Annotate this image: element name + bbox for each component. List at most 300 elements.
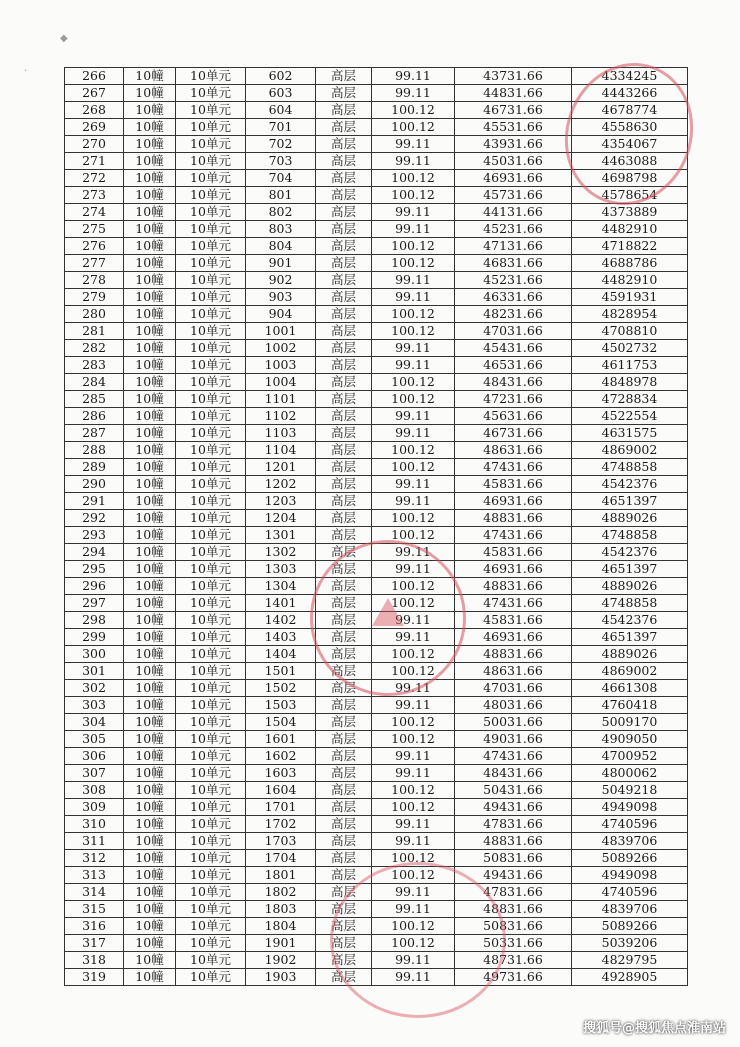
cell-row-number: 313 — [65, 867, 124, 884]
cell-total-price: 4700952 — [572, 748, 688, 765]
cell-row-number: 291 — [65, 493, 124, 510]
cell-room: 701 — [246, 119, 316, 136]
cell-floor-type: 高层 — [316, 391, 372, 408]
cell-unit-price: 48831.66 — [455, 833, 572, 850]
cell-building: 10幢 — [124, 85, 176, 102]
cell-area: 99.11 — [372, 612, 455, 629]
cell-floor-type: 高层 — [316, 697, 372, 714]
cell-room: 1601 — [246, 731, 316, 748]
cell-room: 1304 — [246, 578, 316, 595]
cell-unit-price: 45231.66 — [455, 272, 572, 289]
cell-area: 99.11 — [372, 85, 455, 102]
cell-building: 10幢 — [124, 935, 176, 952]
cell-building: 10幢 — [124, 238, 176, 255]
cell-building: 10幢 — [124, 153, 176, 170]
cell-floor-type: 高层 — [316, 459, 372, 476]
cell-row-number: 272 — [65, 170, 124, 187]
cell-floor-type: 高层 — [316, 85, 372, 102]
cell-floor-type: 高层 — [316, 493, 372, 510]
cell-row-number: 314 — [65, 884, 124, 901]
table-row — [65, 68, 688, 85]
cell-unit: 10单元 — [176, 357, 246, 374]
table-row — [65, 850, 688, 867]
table-row — [65, 799, 688, 816]
cell-unit: 10单元 — [176, 221, 246, 238]
cell-unit: 10单元 — [176, 374, 246, 391]
cell-building: 10幢 — [124, 170, 176, 187]
cell-row-number: 316 — [65, 918, 124, 935]
cell-unit-price: 48031.66 — [455, 697, 572, 714]
cell-unit: 10单元 — [176, 612, 246, 629]
cell-room: 804 — [246, 238, 316, 255]
cell-total-price: 4651397 — [572, 629, 688, 646]
cell-building: 10幢 — [124, 323, 176, 340]
cell-floor-type: 高层 — [316, 272, 372, 289]
cell-row-number: 286 — [65, 408, 124, 425]
cell-total-price: 4848978 — [572, 374, 688, 391]
cell-unit-price: 47431.66 — [455, 527, 572, 544]
cell-room: 801 — [246, 187, 316, 204]
cell-area: 100.12 — [372, 187, 455, 204]
table-row — [65, 867, 688, 884]
cell-total-price: 4839706 — [572, 833, 688, 850]
table-row — [65, 476, 688, 493]
cell-area: 99.11 — [372, 969, 455, 986]
cell-area: 100.12 — [372, 170, 455, 187]
cell-room: 1801 — [246, 867, 316, 884]
cell-building: 10幢 — [124, 289, 176, 306]
cell-floor-type: 高层 — [316, 918, 372, 935]
cell-unit: 10单元 — [176, 731, 246, 748]
cell-row-number: 317 — [65, 935, 124, 952]
cell-unit: 10单元 — [176, 340, 246, 357]
table-row — [65, 408, 688, 425]
cell-total-price: 4889026 — [572, 578, 688, 595]
cell-row-number: 280 — [65, 306, 124, 323]
scan-speck: ◆ — [60, 33, 68, 44]
cell-floor-type: 高层 — [316, 170, 372, 187]
cell-unit-price: 50831.66 — [455, 850, 572, 867]
cell-total-price: 5049218 — [572, 782, 688, 799]
cell-room: 1002 — [246, 340, 316, 357]
cell-row-number: 269 — [65, 119, 124, 136]
cell-building: 10幢 — [124, 527, 176, 544]
cell-floor-type: 高层 — [316, 544, 372, 561]
cell-unit-price: 47131.66 — [455, 238, 572, 255]
table-row — [65, 901, 688, 918]
table-row — [65, 221, 688, 238]
cell-row-number: 310 — [65, 816, 124, 833]
cell-total-price: 4928905 — [572, 969, 688, 986]
cell-room: 1803 — [246, 901, 316, 918]
cell-building: 10幢 — [124, 901, 176, 918]
cell-row-number: 296 — [65, 578, 124, 595]
cell-building: 10幢 — [124, 578, 176, 595]
cell-floor-type: 高层 — [316, 663, 372, 680]
cell-row-number: 303 — [65, 697, 124, 714]
table-row — [65, 663, 688, 680]
cell-area: 100.12 — [372, 714, 455, 731]
cell-total-price: 4889026 — [572, 646, 688, 663]
cell-building: 10幢 — [124, 629, 176, 646]
cell-total-price: 4542376 — [572, 476, 688, 493]
cell-room: 1303 — [246, 561, 316, 578]
cell-area: 100.12 — [372, 595, 455, 612]
cell-unit-price: 45831.66 — [455, 544, 572, 561]
cell-row-number: 282 — [65, 340, 124, 357]
cell-unit-price: 46931.66 — [455, 493, 572, 510]
cell-area: 99.11 — [372, 425, 455, 442]
cell-building: 10幢 — [124, 255, 176, 272]
cell-unit: 10单元 — [176, 935, 246, 952]
cell-unit-price: 50431.66 — [455, 782, 572, 799]
cell-row-number: 293 — [65, 527, 124, 544]
cell-area: 99.11 — [372, 901, 455, 918]
cell-row-number: 281 — [65, 323, 124, 340]
cell-room: 1403 — [246, 629, 316, 646]
cell-total-price: 4542376 — [572, 612, 688, 629]
cell-unit-price: 48431.66 — [455, 765, 572, 782]
cell-floor-type: 高层 — [316, 238, 372, 255]
cell-area: 99.11 — [372, 408, 455, 425]
cell-area: 99.11 — [372, 68, 455, 85]
cell-unit: 10单元 — [176, 102, 246, 119]
cell-room: 802 — [246, 204, 316, 221]
cell-room: 1402 — [246, 612, 316, 629]
cell-unit: 10单元 — [176, 238, 246, 255]
seal-star-icon — [372, 598, 404, 626]
cell-row-number: 289 — [65, 459, 124, 476]
cell-row-number: 308 — [65, 782, 124, 799]
cell-unit: 10单元 — [176, 391, 246, 408]
cell-building: 10幢 — [124, 408, 176, 425]
cell-unit: 10单元 — [176, 425, 246, 442]
cell-unit: 10单元 — [176, 816, 246, 833]
cell-unit: 10单元 — [176, 578, 246, 595]
table-row — [65, 289, 688, 306]
cell-total-price: 4828954 — [572, 306, 688, 323]
cell-total-price: 4651397 — [572, 493, 688, 510]
cell-unit-price: 49431.66 — [455, 867, 572, 884]
cell-building: 10幢 — [124, 595, 176, 612]
cell-floor-type: 高层 — [316, 340, 372, 357]
cell-room: 604 — [246, 102, 316, 119]
cell-floor-type: 高层 — [316, 374, 372, 391]
cell-total-price: 5039206 — [572, 935, 688, 952]
cell-unit-price: 45431.66 — [455, 340, 572, 357]
cell-total-price: 4698798 — [572, 170, 688, 187]
cell-area: 100.12 — [372, 323, 455, 340]
cell-building: 10幢 — [124, 952, 176, 969]
cell-row-number: 311 — [65, 833, 124, 850]
table-row — [65, 629, 688, 646]
price-table-body — [65, 68, 688, 986]
table-row — [65, 357, 688, 374]
cell-total-price: 4869002 — [572, 442, 688, 459]
scan-speck: · — [24, 66, 28, 77]
cell-unit: 10单元 — [176, 748, 246, 765]
cell-unit-price: 49731.66 — [455, 969, 572, 986]
cell-floor-type: 高层 — [316, 595, 372, 612]
cell-area: 100.12 — [372, 782, 455, 799]
cell-floor-type: 高层 — [316, 646, 372, 663]
cell-row-number: 295 — [65, 561, 124, 578]
cell-floor-type: 高层 — [316, 680, 372, 697]
cell-floor-type: 高层 — [316, 731, 372, 748]
cell-area: 100.12 — [372, 527, 455, 544]
cell-unit-price: 48631.66 — [455, 442, 572, 459]
cell-unit-price: 47431.66 — [455, 459, 572, 476]
cell-room: 1502 — [246, 680, 316, 697]
cell-area: 100.12 — [372, 646, 455, 663]
cell-unit: 10单元 — [176, 255, 246, 272]
cell-room: 1202 — [246, 476, 316, 493]
table-row — [65, 731, 688, 748]
cell-total-price: 4542376 — [572, 544, 688, 561]
cell-room: 1602 — [246, 748, 316, 765]
cell-unit-price: 48631.66 — [455, 663, 572, 680]
cell-area: 100.12 — [372, 867, 455, 884]
cell-building: 10幢 — [124, 374, 176, 391]
cell-building: 10幢 — [124, 816, 176, 833]
cell-unit: 10单元 — [176, 153, 246, 170]
cell-building: 10幢 — [124, 102, 176, 119]
cell-unit-price: 48231.66 — [455, 306, 572, 323]
table-row — [65, 748, 688, 765]
cell-row-number: 315 — [65, 901, 124, 918]
cell-room: 1504 — [246, 714, 316, 731]
cell-unit-price: 44131.66 — [455, 204, 572, 221]
cell-total-price: 4522554 — [572, 408, 688, 425]
cell-row-number: 307 — [65, 765, 124, 782]
cell-unit-price: 50031.66 — [455, 714, 572, 731]
cell-building: 10幢 — [124, 221, 176, 238]
cell-area: 100.12 — [372, 510, 455, 527]
cell-room: 803 — [246, 221, 316, 238]
cell-unit: 10单元 — [176, 442, 246, 459]
cell-row-number: 301 — [65, 663, 124, 680]
cell-unit: 10单元 — [176, 510, 246, 527]
cell-building: 10幢 — [124, 561, 176, 578]
cell-building: 10幢 — [124, 68, 176, 85]
cell-area: 100.12 — [372, 850, 455, 867]
cell-unit-price: 49431.66 — [455, 799, 572, 816]
cell-floor-type: 高层 — [316, 357, 372, 374]
cell-floor-type: 高层 — [316, 867, 372, 884]
cell-unit: 10单元 — [176, 544, 246, 561]
cell-total-price: 4611753 — [572, 357, 688, 374]
cell-area: 99.11 — [372, 680, 455, 697]
cell-total-price: 4889026 — [572, 510, 688, 527]
cell-area: 99.11 — [372, 221, 455, 238]
cell-area: 100.12 — [372, 306, 455, 323]
cell-unit: 10单元 — [176, 646, 246, 663]
cell-unit: 10单元 — [176, 476, 246, 493]
cell-room: 1501 — [246, 663, 316, 680]
cell-unit-price: 48731.66 — [455, 952, 572, 969]
cell-building: 10幢 — [124, 459, 176, 476]
cell-building: 10幢 — [124, 442, 176, 459]
cell-floor-type: 高层 — [316, 714, 372, 731]
cell-unit: 10单元 — [176, 680, 246, 697]
table-row — [65, 544, 688, 561]
cell-unit-price: 48831.66 — [455, 901, 572, 918]
cell-area: 100.12 — [372, 663, 455, 680]
cell-floor-type: 高层 — [316, 204, 372, 221]
cell-total-price: 4740596 — [572, 884, 688, 901]
cell-total-price: 4558630 — [572, 119, 688, 136]
cell-building: 10幢 — [124, 782, 176, 799]
cell-building: 10幢 — [124, 918, 176, 935]
cell-unit-price: 45831.66 — [455, 612, 572, 629]
cell-unit: 10单元 — [176, 901, 246, 918]
cell-floor-type: 高层 — [316, 408, 372, 425]
cell-area: 100.12 — [372, 918, 455, 935]
cell-building: 10幢 — [124, 340, 176, 357]
table-row — [65, 680, 688, 697]
table-row — [65, 782, 688, 799]
table-row — [65, 646, 688, 663]
cell-room: 904 — [246, 306, 316, 323]
cell-unit-price: 48831.66 — [455, 578, 572, 595]
cell-floor-type: 高层 — [316, 476, 372, 493]
cell-building: 10幢 — [124, 357, 176, 374]
cell-unit-price: 46831.66 — [455, 255, 572, 272]
cell-unit-price: 45831.66 — [455, 476, 572, 493]
cell-building: 10幢 — [124, 391, 176, 408]
cell-building: 10幢 — [124, 748, 176, 765]
cell-unit-price: 44831.66 — [455, 85, 572, 102]
cell-room: 1704 — [246, 850, 316, 867]
cell-area: 99.11 — [372, 476, 455, 493]
cell-unit: 10单元 — [176, 204, 246, 221]
cell-building: 10幢 — [124, 833, 176, 850]
cell-room: 704 — [246, 170, 316, 187]
cell-unit: 10单元 — [176, 187, 246, 204]
cell-floor-type: 高层 — [316, 102, 372, 119]
cell-unit: 10单元 — [176, 561, 246, 578]
cell-row-number: 305 — [65, 731, 124, 748]
cell-row-number: 312 — [65, 850, 124, 867]
cell-area: 99.11 — [372, 748, 455, 765]
cell-row-number: 270 — [65, 136, 124, 153]
cell-area: 99.11 — [372, 629, 455, 646]
table-row — [65, 493, 688, 510]
cell-unit-price: 45531.66 — [455, 119, 572, 136]
cell-row-number: 298 — [65, 612, 124, 629]
cell-total-price: 4373889 — [572, 204, 688, 221]
cell-unit: 10单元 — [176, 170, 246, 187]
cell-row-number: 283 — [65, 357, 124, 374]
cell-building: 10幢 — [124, 680, 176, 697]
cell-unit-price: 46731.66 — [455, 102, 572, 119]
cell-total-price: 4839706 — [572, 901, 688, 918]
cell-total-price: 4443266 — [572, 85, 688, 102]
cell-area: 100.12 — [372, 391, 455, 408]
cell-unit: 10单元 — [176, 493, 246, 510]
table-row — [65, 561, 688, 578]
cell-building: 10幢 — [124, 765, 176, 782]
cell-row-number: 274 — [65, 204, 124, 221]
cell-building: 10幢 — [124, 476, 176, 493]
table-row — [65, 323, 688, 340]
table-row — [65, 204, 688, 221]
cell-area: 100.12 — [372, 459, 455, 476]
cell-row-number: 318 — [65, 952, 124, 969]
cell-area: 100.12 — [372, 238, 455, 255]
table-row — [65, 442, 688, 459]
cell-unit-price: 47831.66 — [455, 816, 572, 833]
cell-area: 100.12 — [372, 578, 455, 595]
cell-unit-price: 48431.66 — [455, 374, 572, 391]
cell-unit-price: 46731.66 — [455, 425, 572, 442]
cell-unit: 10单元 — [176, 833, 246, 850]
table-row — [65, 935, 688, 952]
cell-floor-type: 高层 — [316, 765, 372, 782]
cell-row-number: 294 — [65, 544, 124, 561]
cell-total-price: 4748858 — [572, 459, 688, 476]
cell-row-number: 277 — [65, 255, 124, 272]
cell-unit: 10单元 — [176, 663, 246, 680]
cell-floor-type: 高层 — [316, 884, 372, 901]
cell-floor-type: 高层 — [316, 187, 372, 204]
table-row — [65, 170, 688, 187]
cell-room: 603 — [246, 85, 316, 102]
cell-unit-price: 43731.66 — [455, 68, 572, 85]
cell-unit: 10单元 — [176, 136, 246, 153]
cell-room: 1503 — [246, 697, 316, 714]
cell-unit-price: 46331.66 — [455, 289, 572, 306]
cell-total-price: 5089266 — [572, 850, 688, 867]
cell-area: 99.11 — [372, 833, 455, 850]
cell-unit-price: 45731.66 — [455, 187, 572, 204]
cell-unit: 10单元 — [176, 867, 246, 884]
cell-total-price: 4334245 — [572, 68, 688, 85]
cell-total-price: 4740596 — [572, 816, 688, 833]
cell-total-price: 4354067 — [572, 136, 688, 153]
table-row — [65, 102, 688, 119]
cell-area: 99.11 — [372, 136, 455, 153]
cell-unit-price: 48831.66 — [455, 510, 572, 527]
cell-room: 1404 — [246, 646, 316, 663]
cell-room: 602 — [246, 68, 316, 85]
cell-unit: 10单元 — [176, 85, 246, 102]
cell-floor-type: 高层 — [316, 833, 372, 850]
table-row — [65, 510, 688, 527]
cell-room: 1101 — [246, 391, 316, 408]
cell-building: 10幢 — [124, 969, 176, 986]
cell-row-number: 287 — [65, 425, 124, 442]
table-row — [65, 272, 688, 289]
cell-room: 1702 — [246, 816, 316, 833]
cell-unit-price: 47031.66 — [455, 323, 572, 340]
cell-unit: 10单元 — [176, 765, 246, 782]
cell-floor-type: 高层 — [316, 510, 372, 527]
cell-room: 1703 — [246, 833, 316, 850]
table-row — [65, 969, 688, 986]
cell-floor-type: 高层 — [316, 306, 372, 323]
cell-floor-type: 高层 — [316, 119, 372, 136]
cell-room: 1204 — [246, 510, 316, 527]
cell-total-price: 4631575 — [572, 425, 688, 442]
cell-floor-type: 高层 — [316, 136, 372, 153]
cell-row-number: 302 — [65, 680, 124, 697]
cell-room: 1802 — [246, 884, 316, 901]
cell-total-price: 4728834 — [572, 391, 688, 408]
cell-floor-type: 高层 — [316, 612, 372, 629]
cell-building: 10幢 — [124, 850, 176, 867]
cell-total-price: 4591931 — [572, 289, 688, 306]
